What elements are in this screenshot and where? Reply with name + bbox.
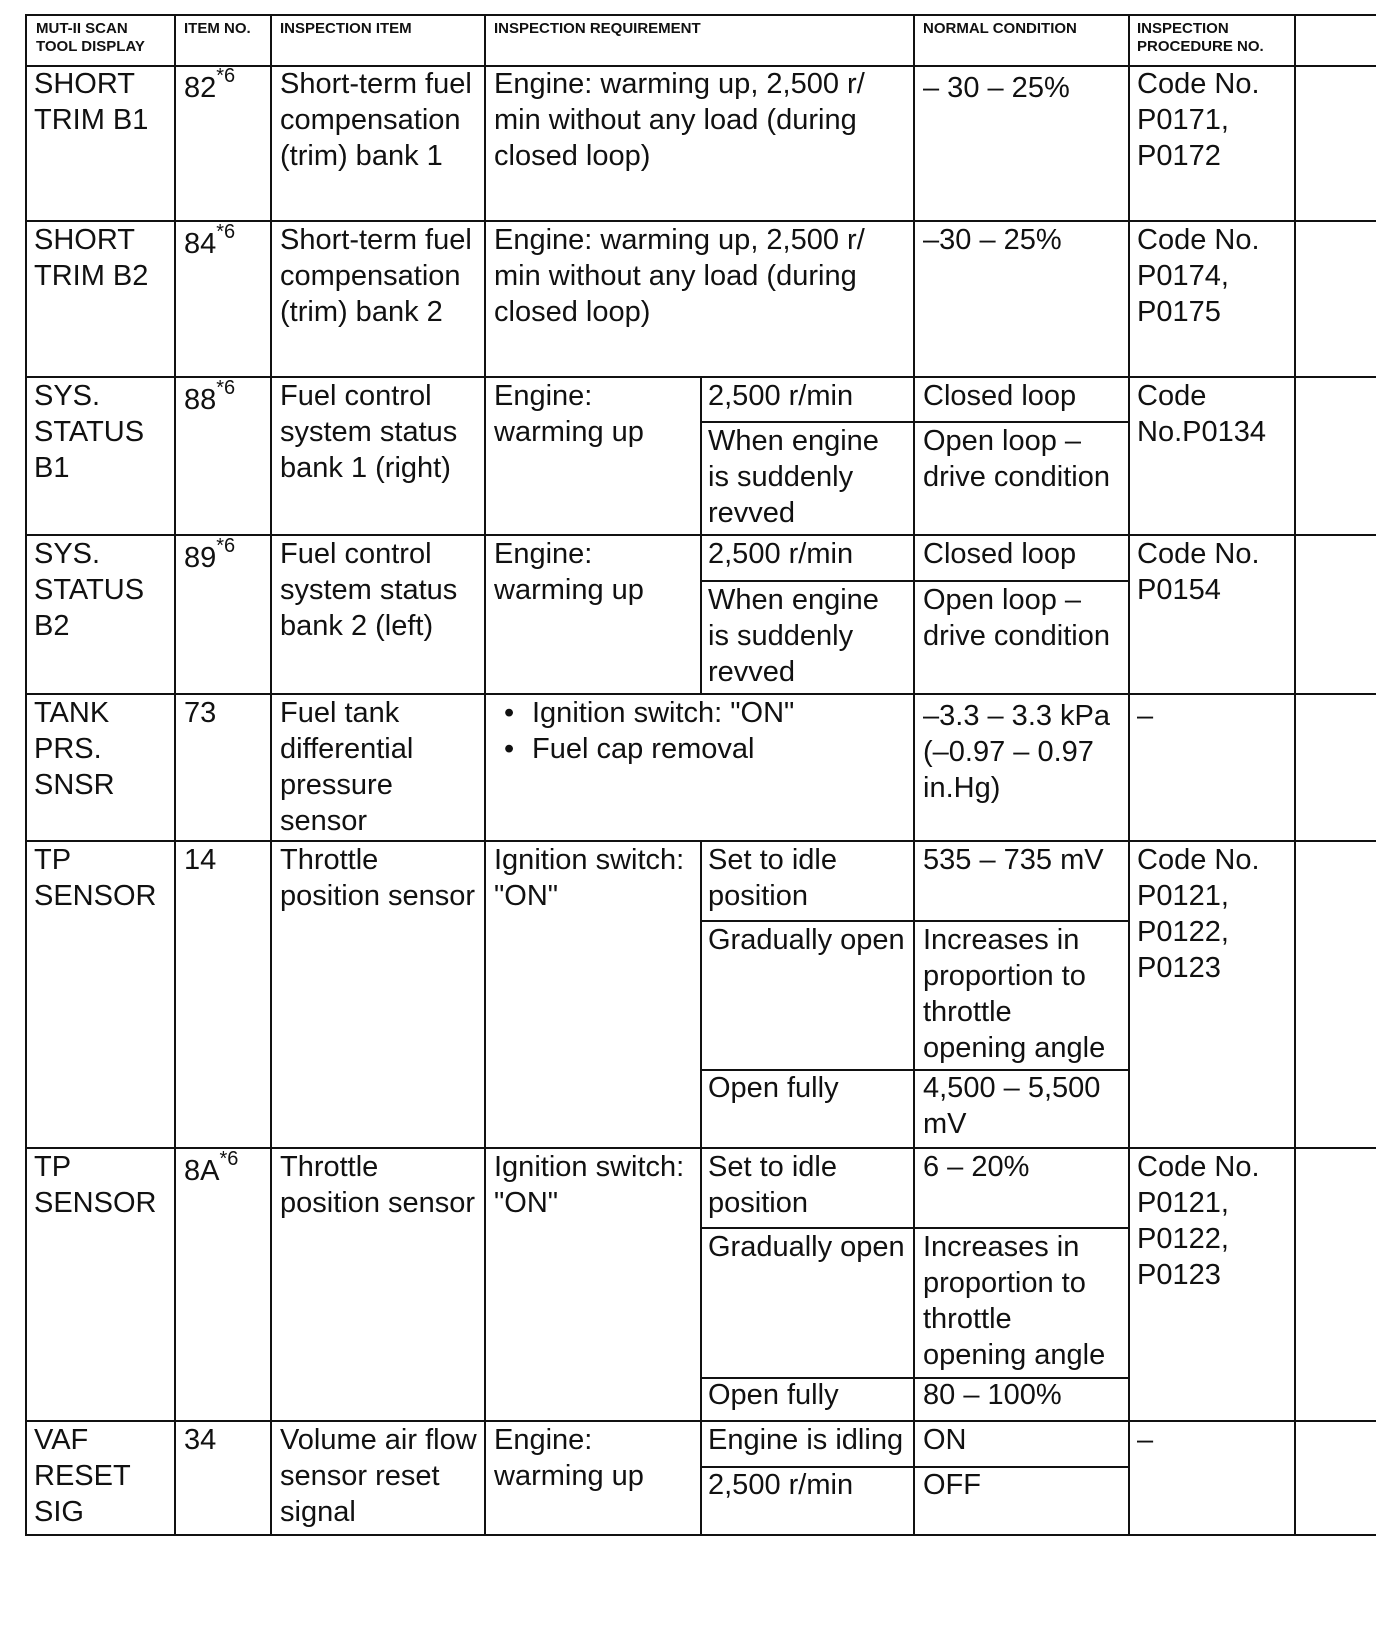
item-no: 82: [184, 72, 217, 104]
footnote-ref: *6: [216, 65, 236, 88]
row-1-requirement: Engine: warming up, 2,500 r/ min without any load (during closed loop): [494, 68, 865, 172]
row-3-normal-1: Closed loop: [923, 380, 1077, 412]
row-4-item-no: [184, 535, 236, 576]
row-3-procedure: Code No.P0134: [1137, 380, 1266, 448]
row-7-procedure: Code No. P0121, P0122, P0123: [1137, 1151, 1260, 1291]
row-6-item: Throttle position sensor: [280, 844, 476, 912]
row-7-display: TP SENSOR: [34, 1151, 157, 1219]
row-8-condition-2: 2,500 r/min: [708, 1469, 854, 1501]
requirement-bullet: • Fuel cap removal: [492, 731, 794, 767]
row-7-normal-1: 6 – 20%: [923, 1151, 1030, 1183]
row-4-condition-1: 2,500 r/min: [708, 538, 854, 570]
row-1-item-no: [184, 65, 236, 106]
row-3-requirement: Engine: warming up: [494, 380, 644, 448]
row-1-item: Short-term fuel compensation (trim) bank 1: [280, 68, 472, 172]
row-4-normal-2: Open loop – drive condition: [923, 584, 1110, 652]
header-item-no: ITEM NO.: [184, 20, 251, 37]
row-1-procedure: Code No. P0171, P0172: [1137, 68, 1260, 172]
row-8-item: Volume air flow sensor reset signal: [280, 1424, 477, 1528]
row-8-item-no: 34: [184, 1424, 217, 1456]
row-5-normal: –3.3 – 3.3 kPa (–0.97 – 0.97 in.Hg): [923, 700, 1111, 804]
col-rule: [25, 14, 27, 1536]
row-4-item: Fuel control system status bank 2 (left): [280, 538, 458, 642]
row-8-procedure: –: [1137, 1424, 1154, 1456]
col-rule: [484, 14, 486, 1536]
footnote-ref: *6: [216, 535, 236, 558]
row-6-normal-3: 4,500 – 5,500 mV: [923, 1072, 1101, 1140]
row-1-normal: – 30 – 25%: [923, 72, 1070, 104]
row-2-procedure: Code No. P0174, P0175: [1137, 224, 1260, 328]
rule-top: [25, 14, 1376, 16]
row-3-condition-2: When engine is suddenly revved: [708, 425, 879, 529]
row-3-item: Fuel control system status bank 1 (right): [280, 380, 458, 484]
row-3-condition-1: 2,500 r/min: [708, 380, 854, 412]
header-normal-condition: NORMAL CONDITION: [923, 20, 1077, 37]
row-5-requirement-list: [492, 695, 794, 767]
col-rule: [174, 14, 176, 1536]
row-8-condition-1: Engine is idling: [708, 1424, 904, 1456]
row-2-normal: –30 – 25%: [923, 224, 1062, 256]
row-7-item: Throttle position sensor: [280, 1151, 476, 1219]
footnote-ref: *6: [219, 1148, 239, 1171]
row-6-display: TP SENSOR: [34, 844, 157, 912]
row-6-requirement: Ignition switch: "ON": [494, 844, 685, 912]
header-inspection-requirement: INSPECTION REQUIREMENT: [494, 20, 701, 37]
row-6-condition-1: Set to idle position: [708, 844, 837, 912]
row-3-normal-2: Open loop – drive condition: [923, 425, 1110, 493]
row-5-item-no: 73: [184, 697, 217, 729]
item-no: 89: [184, 542, 217, 574]
item-no: 8A: [184, 1155, 220, 1187]
row-8-requirement: Engine: warming up: [494, 1424, 644, 1492]
item-no: 84: [184, 228, 217, 260]
row-6-procedure: Code No. P0121, P0122, P0123: [1137, 844, 1260, 984]
header-inspection-item: INSPECTION ITEM: [280, 20, 412, 37]
row-7-normal-3: 80 – 100%: [923, 1379, 1062, 1411]
col-rule: [1294, 14, 1296, 1536]
row-1-display: SHORT TRIM B1: [34, 68, 149, 136]
row-4-condition-2: When engine is suddenly revved: [708, 584, 879, 688]
col-rule: [913, 14, 915, 1536]
row-4-procedure: Code No. P0154: [1137, 538, 1260, 606]
row-2-requirement: Engine: warming up, 2,500 r/ min without any load (during closed loop): [494, 224, 865, 328]
row-7-normal-2: Increases in proportion to throttle opening angle: [923, 1231, 1106, 1371]
item-no: 88: [184, 384, 217, 416]
row-3-item-no: [184, 377, 236, 418]
row-4-requirement: Engine: warming up: [494, 538, 644, 606]
row-5-procedure: –: [1137, 700, 1154, 732]
row-7-requirement: Ignition switch: "ON": [494, 1151, 685, 1219]
row-6-normal-2: Increases in proportion to throttle opening angle: [923, 924, 1106, 1064]
row-2-display: SHORT TRIM B2: [34, 224, 149, 292]
row-5-item: Fuel tank differential pressure sensor: [280, 697, 414, 837]
col-rule: [270, 14, 272, 1536]
requirement-bullet: • Ignition switch: "ON": [492, 695, 794, 731]
footnote-ref: *6: [216, 377, 236, 400]
row-5-display: TANK PRS. SNSR: [34, 697, 115, 801]
col-rule: [1128, 14, 1130, 1536]
row-7-condition-3: Open fully: [708, 1379, 839, 1411]
row-4-normal-1: Closed loop: [923, 538, 1077, 570]
row-2-item: Short-term fuel compensation (trim) bank 2: [280, 224, 472, 328]
row-7-condition-1: Set to idle position: [708, 1151, 837, 1219]
row-2-item-no: [184, 221, 236, 262]
row-4-display: SYS. STATUS B2: [34, 538, 145, 642]
row-7-item-no: [184, 1148, 239, 1189]
sub-col-rule: [700, 376, 702, 695]
header-procedure-no: INSPECTION PROCEDURE NO.: [1137, 20, 1264, 55]
row-8-normal-2: OFF: [923, 1469, 981, 1501]
row-6-normal-1: 535 – 735 mV: [923, 844, 1104, 876]
row-3-display: SYS. STATUS B1: [34, 380, 145, 484]
row-8-display: VAF RESET SIG: [34, 1424, 131, 1528]
header-display: MUT-II SCAN TOOL DISPLAY: [36, 20, 145, 55]
row-7-condition-2: Gradually open: [708, 1231, 905, 1263]
row-6-item-no: 14: [184, 844, 217, 876]
row-6-condition-3: Open fully: [708, 1072, 839, 1104]
footnote-ref: *6: [216, 221, 236, 244]
sub-col-rule: [700, 1420, 702, 1536]
row-6-condition-2: Gradually open: [708, 924, 905, 956]
row-8-normal-1: ON: [923, 1424, 967, 1456]
sub-col-rule: [700, 840, 702, 1422]
